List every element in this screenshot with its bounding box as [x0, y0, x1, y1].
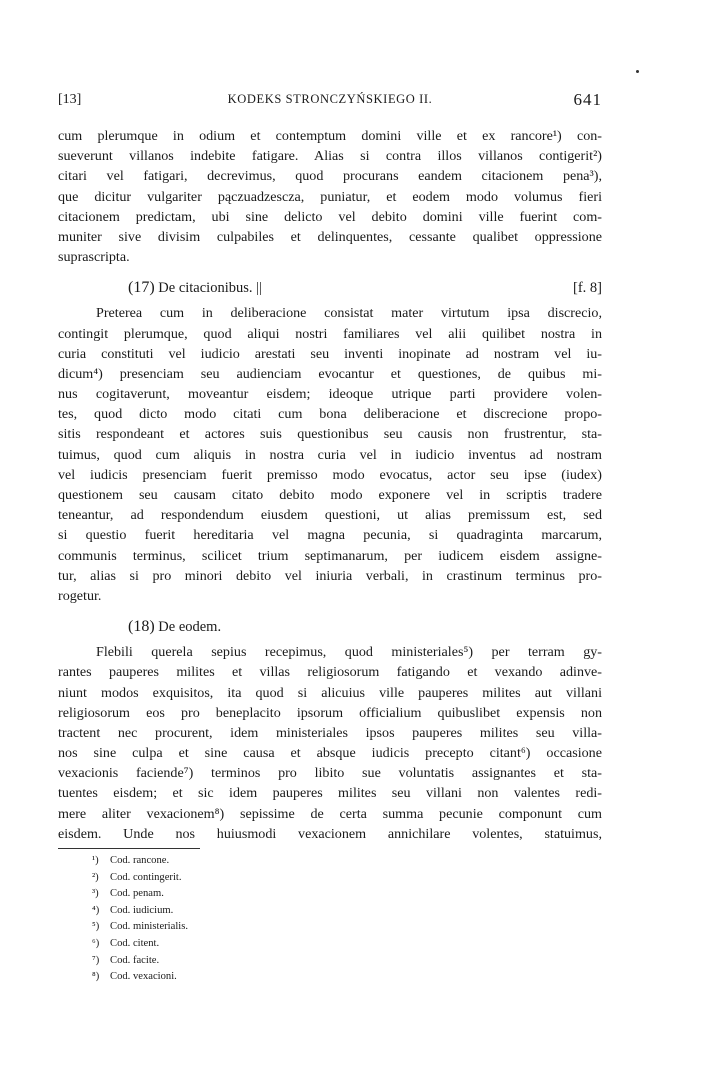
footnote — [92, 870, 188, 887]
text-line: suprascripta. — [58, 249, 130, 266]
text-line: tuimus, quod cum aliquis in nostra curia vel in iudicio inventus ad nostram — [58, 446, 602, 463]
text-line: curia constituti vel iudicio arestati seu inventi inopinate ad nostram vel iu- — [58, 345, 602, 362]
footnote-text: Cod. contingerit. — [110, 871, 182, 883]
text-line: eisdem. Unde nos huiusmodi vexacionem annichilare volentes, statuimus, — [58, 825, 602, 842]
section-heading-18 — [58, 612, 602, 642]
footnote — [92, 969, 188, 986]
footnote-text: Cod. citent. — [110, 937, 160, 949]
text-line: communis terminus, scilicet trium septimanarum, per iudicem eisdem assigne- — [58, 547, 602, 564]
section-title: De eodem. — [158, 619, 222, 636]
footnote — [92, 919, 188, 936]
section-number: (17) — [128, 279, 155, 297]
text-line: tes, quod dicto modo citati cum bona deliberacione et discrecione propo- — [58, 406, 602, 423]
text-line: religiosorum eos pro beneplacito ipsorum officialium quibuslibet expensis non — [58, 704, 602, 721]
footnote-mark: ²) — [92, 871, 99, 883]
footnote-mark: ⁶) — [92, 937, 100, 949]
margin-dot — [636, 70, 639, 73]
paragraph-section-18 — [58, 642, 602, 844]
text-line: mere aliter vexacionem⁸) sepissime de certa summa pecunie componunt cum — [58, 805, 602, 822]
section-heading-17 — [58, 273, 602, 303]
text-line: tur, alias si pro minori debito vel iniuria verbali, in crastinum terminus pro- — [58, 567, 602, 584]
text-line: nus cogitaverunt, moveantur eisdem; ideoque utrique parti providere volen- — [58, 386, 602, 403]
footnote-text: Cod. vexacioni. — [110, 971, 177, 983]
paragraph-intro — [58, 126, 602, 267]
text-line: sueverunt villanos indebite fatigare. Alias si contra illos villanos contigerit²) — [58, 148, 602, 165]
text-line: cum plerumque in odium et contemptum domini ville et ex rancore¹) con- — [58, 128, 602, 144]
footnote-text: Cod. penam. — [110, 888, 164, 900]
text-line: citari vel fatigari, decrevimus, quod procurans eandem citacionem pena³), — [58, 168, 602, 185]
text-line: sitis respondeant et actores suis questionibus seu causis non frustrentur, sta- — [58, 426, 602, 443]
text-line: rantes pauperes milites et villas religiosorum fatigando et vexando adinve- — [58, 664, 602, 681]
running-head — [58, 92, 602, 114]
page-number: 641 — [573, 90, 602, 109]
text-line: vel iudicis presenciam fuerit premisso modo evocatus, actor seu ipse (iudex) — [58, 466, 602, 483]
page-section-number: [13] — [58, 92, 82, 107]
footnote — [92, 903, 188, 920]
text-line: Preterea cum in deliberacione consistat mater virtutum ipsa discrecio, — [96, 305, 602, 322]
footnote-mark: ¹) — [92, 855, 99, 866]
footnote — [92, 853, 188, 870]
footnote-rule — [58, 848, 200, 849]
footnote-mark: ⁸) — [92, 971, 100, 983]
folio-marker: [f. 8] — [573, 280, 602, 297]
footnote — [92, 953, 188, 970]
section-title: De citacionibus. || — [158, 280, 262, 297]
footnote-mark: ³) — [92, 888, 99, 900]
footnote — [92, 936, 188, 953]
footnote-text: Cod. rancone. — [110, 855, 170, 866]
text-line: nos sine culpa et sine causa et absque iudicis precepto citant⁶) occasione — [58, 745, 602, 762]
footnote-mark: ⁵) — [92, 921, 100, 933]
text-line: Flebili querela sepius recepimus, quod ministeriales⁵) per terram gy- — [96, 644, 602, 661]
running-head-title: KODEKS STRONCZYŃSKIEGO II. — [227, 92, 433, 106]
footnote-mark: ⁴) — [92, 904, 100, 916]
text-line: que dicitur vulgariter pączuadzescza, puniatur, et eodem modo volumus fieri — [58, 188, 602, 205]
footnote-mark: ⁷) — [92, 954, 100, 966]
footnote-text: Cod. facite. — [110, 954, 160, 966]
text-line: tuentes eisdem; et sic idem pauperes milites seu villani non valentes redi- — [58, 785, 602, 802]
footnote-text: Cod. ministerialis. — [110, 921, 188, 933]
text-line: vexacionis faciende⁷) terminos pro libito sue voluntatis assignantes et sta- — [58, 765, 602, 782]
text-line: si questio fuerit hereditaria vel magna pecunia, si quadraginta marcarum, — [58, 527, 602, 544]
text-line: dicum⁴) presenciam seu audienciam evocantur et questiones, de quibus mi- — [58, 365, 602, 382]
footnotes — [92, 853, 188, 986]
paragraph-section-17 — [58, 303, 602, 606]
footnote — [92, 886, 188, 903]
text-line: citacionem predictam, ubi sine delicto vel debito domini ville fuerint com- — [58, 208, 602, 225]
footnote-text: Cod. iudicium. — [110, 904, 174, 916]
text-line: teneantur, ad respondendum eiusdem questioni, ut alias premissum est, sed — [58, 507, 602, 524]
text-body — [58, 126, 602, 844]
text-line: rogetur. — [58, 587, 102, 604]
text-line: muniter sive divisim culpabiles et delinquentes, cessante qualibet oppressione — [58, 228, 602, 245]
section-number: (18) — [128, 618, 155, 636]
text-line: contingit plerumque, quod aliqui nostri familiares vel alii quilibet nostra in — [58, 325, 602, 342]
text-line: tractent nec procurent, idem ministeriales ipsos pauperes milites seu villa- — [58, 724, 602, 741]
text-line: niunt modos exquisitos, ita quod si alicuius ville pauperes milites aut villani — [58, 684, 602, 701]
text-line: questionem seu causam citato debito modo exponere vel in scriptis tradere — [58, 487, 602, 503]
